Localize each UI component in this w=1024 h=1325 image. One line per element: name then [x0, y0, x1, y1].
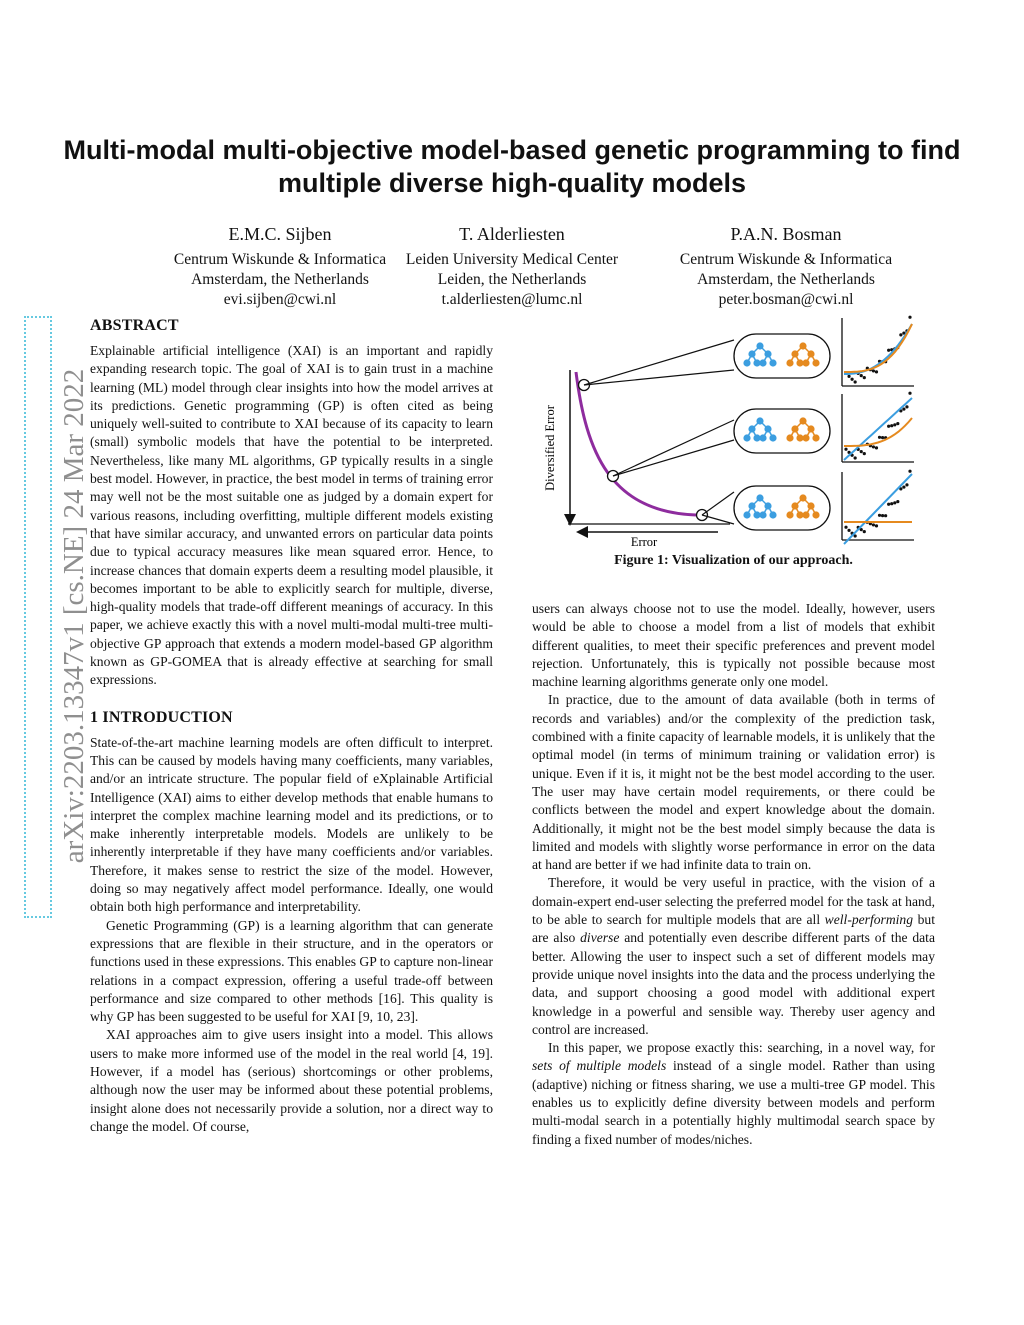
- x-axis-label: Error: [630, 535, 658, 549]
- y-axis-label: Diversified Error: [543, 405, 557, 491]
- paper-title: Multi-modal multi-objective model-based genetic programming to find multiple diverse high-quality models: [63, 135, 961, 198]
- arxiv-stamp-border: [24, 316, 52, 918]
- author-affiliation: Centrum Wiskunde & Informatica: [173, 251, 387, 268]
- author-location: Leiden, the Netherlands: [437, 271, 587, 288]
- abstract-text: Explainable artificial intelligence (XAI) is an important and rapidly expanding research topic. The goal of XAI is to gain trust in a machine learning (ML) model through clear insights into how the model arrives at its predictions. Genetic programming (GP) is often cited as being uniquely well-suited to contribute to XAI because of its capacity to learn (small) symbolic models that have the potential to be interpreted. Nevertheless, like many ML algorithms, GP typically results in a single best model. However, in practice, the best model in terms of training error may well not be the most suitable one as judged by a domain expert for various reasons, including overfitting, multiple different models existing that have similar accuracy, and unwanted errors on particular data points due to typical accuracy measures like mean squared error. Hence, to increase chances that domain experts deem a resulting model plausible, it becomes important to be able to explicitly search for multiple, diverse, high-quality models that trade-off different meanings of accuracy. In this paper, we achieve exactly this with a novel multi-modal multi-tree multi-objective GP approach that extends a modern model-based GP algorithm known as GP-GOMEA that is already effective at searching for small expressions.: [90, 343, 493, 688]
- model-set-bubble: [734, 334, 830, 378]
- author-block: [150, 222, 410, 310]
- model-fit-plot: [842, 470, 914, 544]
- model-fit-plot: [842, 392, 914, 462]
- arxiv-id[interactable]: arXiv:2203.13347v1 [cs.NE] 24 Mar 2022: [58, 368, 90, 864]
- author-email: evi.sijben@cwi.nl: [223, 291, 337, 308]
- model-fit-plot: [842, 316, 914, 386]
- intro-heading: 1 INTRODUCTION: [90, 708, 233, 726]
- left-column: [90, 316, 493, 1136]
- model-set-bubble: [734, 486, 830, 530]
- author-name: T. Alderliesten: [459, 224, 565, 244]
- body-paragraph: Therefore, it would be very useful in practice, with the vision of a domain-expert end-user selecting the preferred model for the task at hand, to be able to search for multiple models that are all well-performing but are also diverse and potentially even describe different parts of the data better. Allowing the user to inspect such a set of different models may provide unique novel insights into the data and the process underlying the data, and support choosing a good model with additional expert knowledge in a powerful and sensible way. Thereby user agency and control are increased.: [532, 875, 935, 1037]
- author-name: E.M.C. Sijben: [228, 224, 332, 244]
- author-block: [656, 222, 916, 310]
- abstract-heading: ABSTRACT: [90, 317, 179, 334]
- author-block: [382, 222, 642, 310]
- figure-1: [520, 312, 950, 562]
- author-email: t.alderliesten@lumc.nl: [441, 291, 583, 308]
- body-paragraph: In practice, due to the amount of data available (both in terms of records and variables) and/or the complexity of the prediction task, combined with a finite capacity of learnable models, it is unlikely that the optimal model (in terms of minimum training or validation error) is unique. Even if it is, it might not be the best model according to the user. The user may have certain model requirements, or there could be conflicts between the model and expert knowledge about the domain. Additionally, it might not be the best model simply because the data is limited and models with slightly worse performance in error on the data at hand are better if we had infinite data to train on.: [532, 692, 935, 873]
- model-set-bubble: [734, 409, 830, 453]
- figure-caption: Figure 1: Visualization of our approach.: [614, 553, 853, 568]
- author-email: peter.bosman@cwi.nl: [718, 291, 854, 308]
- author-affiliation: Centrum Wiskunde & Informatica: [679, 251, 893, 268]
- right-column: [532, 600, 935, 1149]
- author-location: Amsterdam, the Netherlands: [697, 271, 875, 288]
- body-paragraph: users can always choose not to use the model. Ideally, however, users would be able to choose a model from a list of models that exhibit different qualities, to meet their specific preferences and prevent model rejection. Unfortunately, this is typically not possible because most machine learning algorithms generate only one model.: [532, 601, 935, 690]
- arxiv-stamp[interactable]: [20, 316, 90, 916]
- author-name: P.A.N. Bosman: [730, 224, 842, 244]
- body-paragraph: In this paper, we propose exactly this: searching, in a novel way, for sets of multiple models instead of a single model. Rather than using (adaptive) niching or fitness sharing, we use a multi-tree GP model. This enables us to explicitly define diversity between models and perform multi-modal search in a potentially highly multimodal search space by finding a fixed number of modes/niches.: [532, 1040, 935, 1147]
- intro-paragraph: XAI approaches aim to give users insight into a model. This allows users to make more informed use of the model in the real world [4, 19]. However, if a model has (serious) shortcomings or other problems, although now the user may be informed about these potential problems, insight alone does not necessarily provide a solution, nor a direct way to change the model. Of course,: [90, 1027, 493, 1134]
- author-location: Amsterdam, the Netherlands: [191, 271, 369, 288]
- author-affiliation: Leiden University Medical Center: [405, 251, 619, 268]
- pareto-front-curve: [576, 372, 696, 515]
- intro-paragraph: Genetic Programming (GP) is a learning algorithm that can generate expressions that are flexible in their structure, and in the operators or functions used in these expressions. This enables GP to capture non-linear relations in a compact expression, offering a useful trade-off between performance and size compared to other methods [16]. This quality is why GP has been suggested to be useful for XAI [9, 10, 23].: [90, 917, 493, 1025]
- intro-paragraph: State-of-the-art machine learning models are often difficult to interpret. This can be caused by models having many coefficients, many variables, and/or an intricate structure. The popular field of eXplainable Artificial Intelligence (XAI) aims to either develop methods that enable humans to interpret the complex machine learning model and its predictions, or to make inherently interpretable models. Models are unlikely to be inherently interpretable if they have many coefficients and/or variables. Therefore, it makes sense to restrict the size of the model. However, doing so may negatively affect model performance. Ideally, one would obtain both high performance and interpretability.: [90, 734, 493, 915]
